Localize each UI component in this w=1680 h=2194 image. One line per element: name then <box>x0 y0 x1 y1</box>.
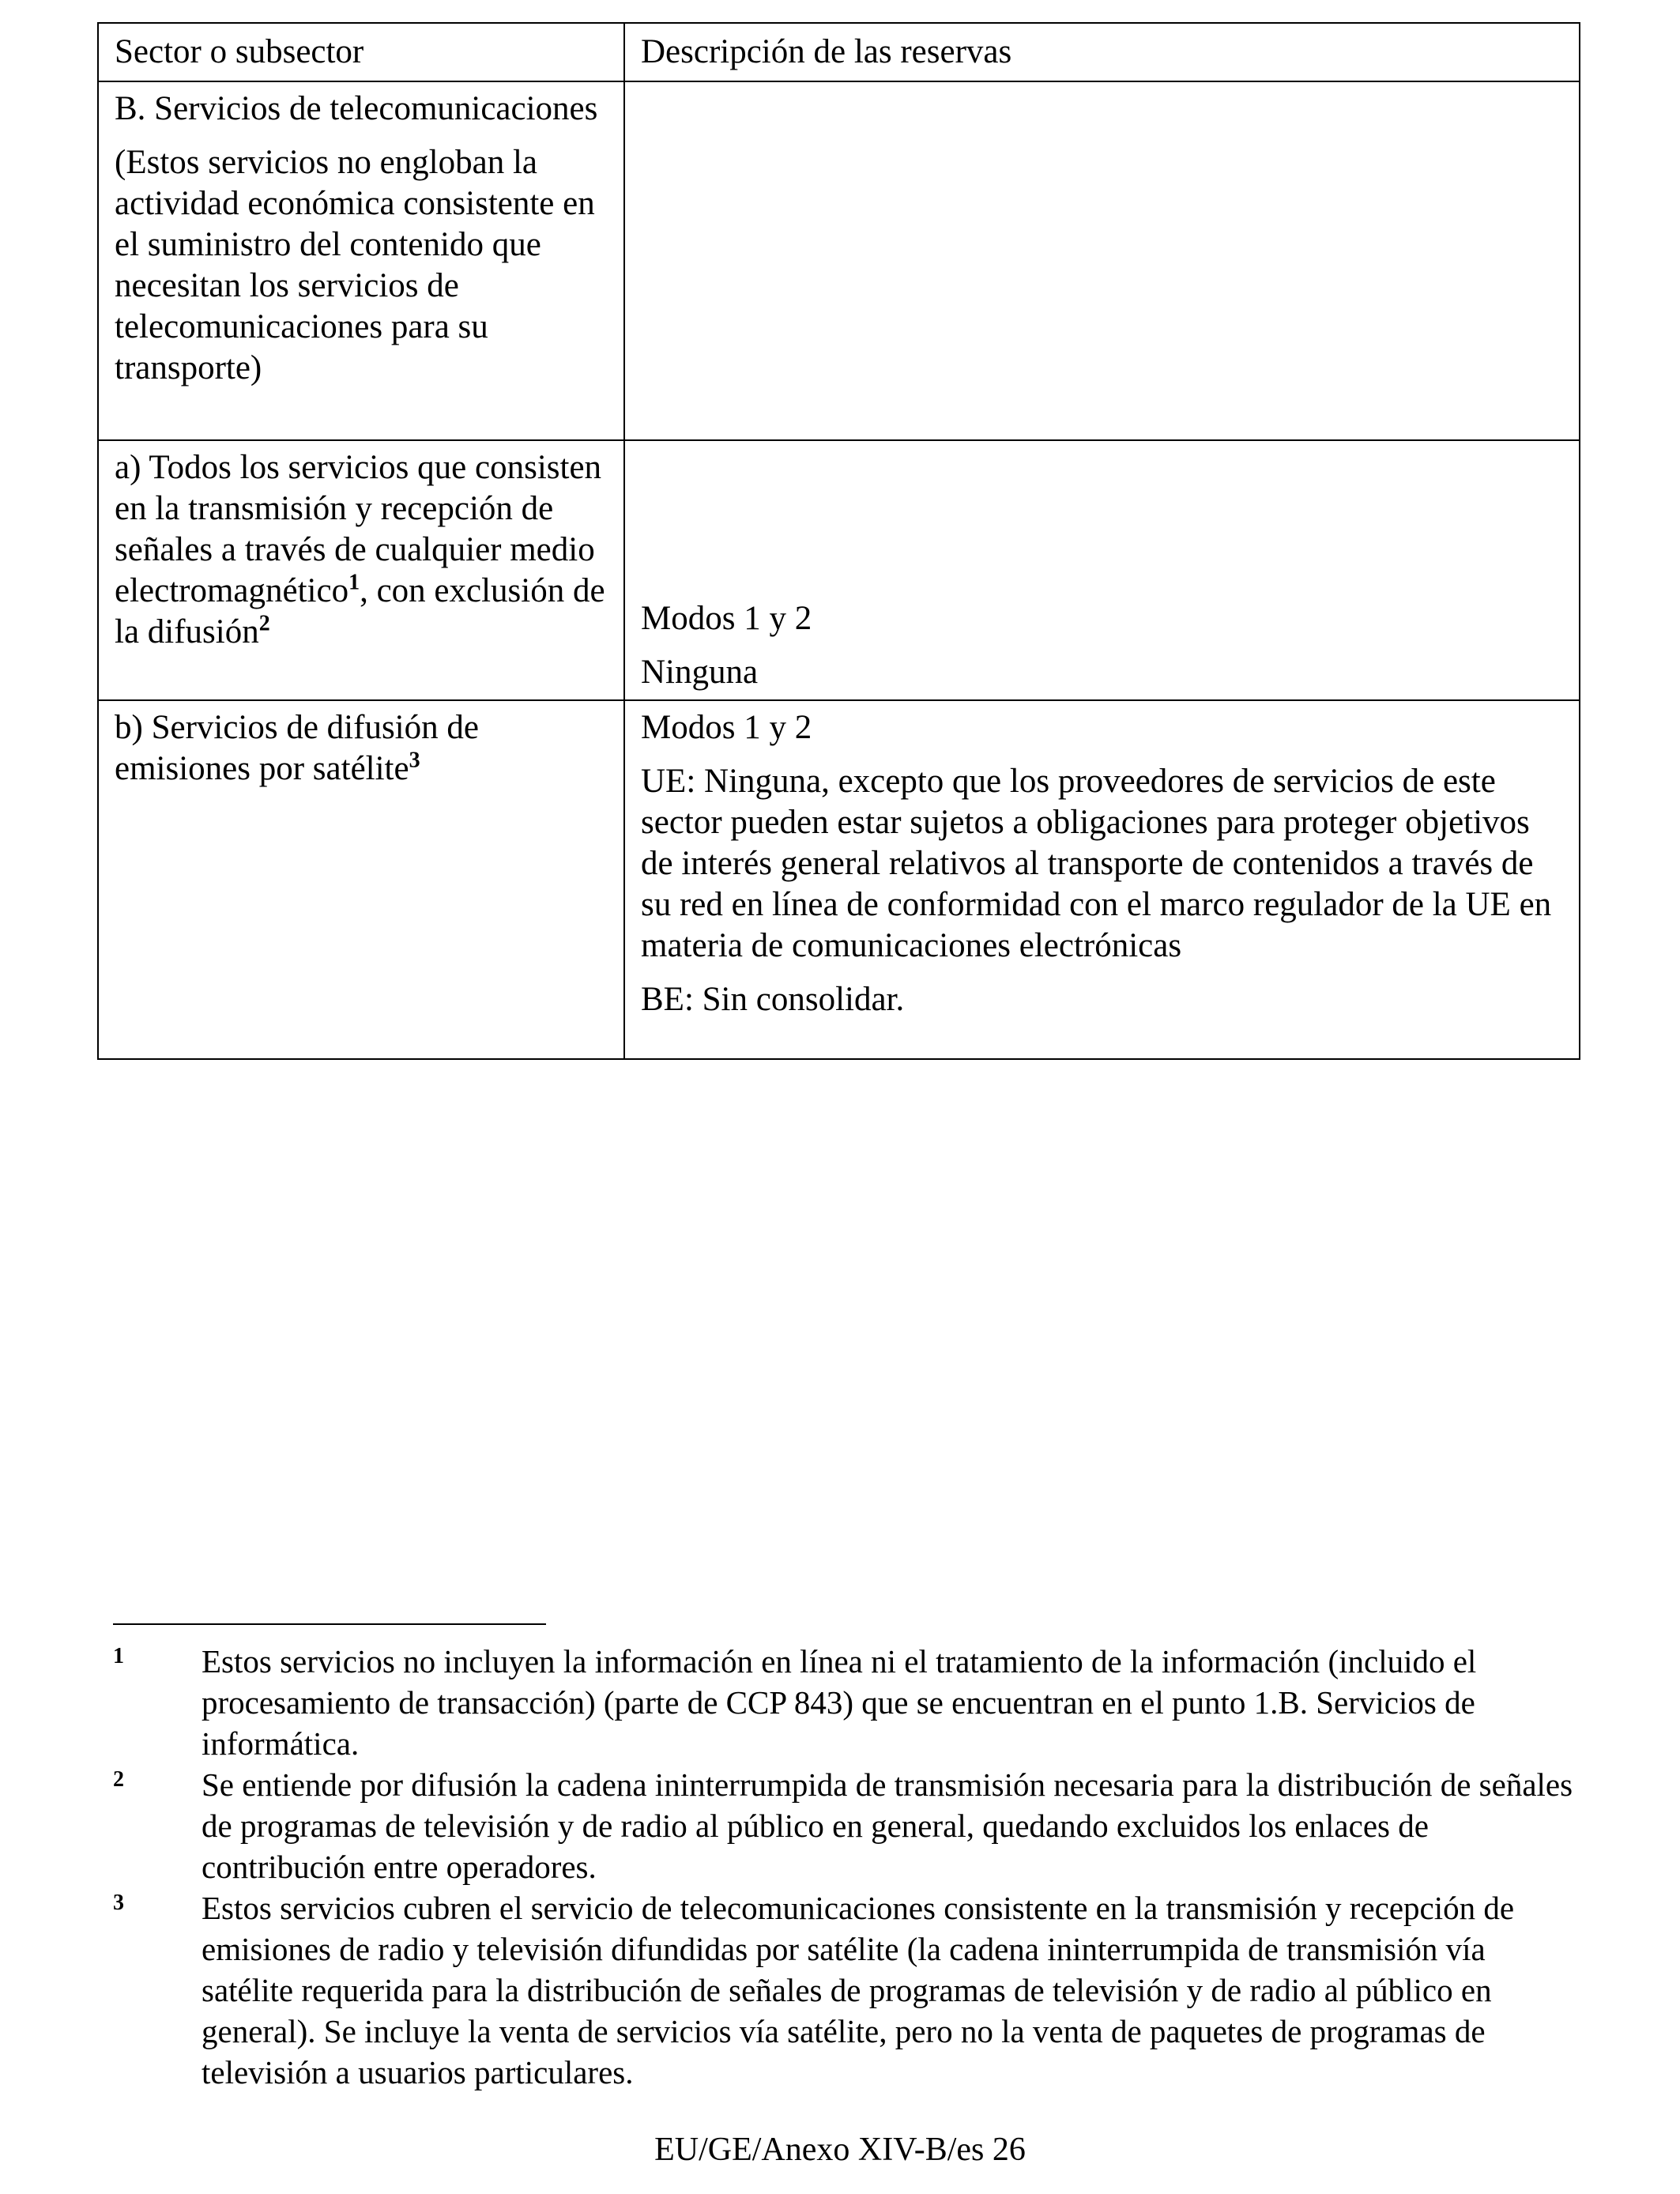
footnote-separator <box>113 1623 546 1625</box>
sector-cell-telecom <box>98 81 624 440</box>
footnote-ref-1[interactable]: 1 <box>348 570 360 595</box>
footnote-text: Estos servicios no incluyen la información en línea ni el tratamiento de la información (incluido el procesamiento de transacción) (parte de CCP 843) que se encuentran en el punto 1.B. Servicios de informática. <box>202 1643 1477 1762</box>
reservation-ue-text: UE: Ninguna, excepto que los proveedores de servicios de este sector pueden estar sujetos a obligaciones para proteger objetivos de interés general relativos al transporte de contenidos a través de su red en línea de conformidad con el marco regulador de la UE en materia de comunicaciones electrónicas <box>641 763 1552 964</box>
footnote-text: Se entiende por difusión la cadena ininterrumpida de transmisión necesaria para la distribución de señales de programas de televisión y de radio al público en general, quedando excluidos los enlaces de contribución entre operadores. <box>202 1766 1573 1885</box>
page-footer: EU/GE/Anexo XIV-B/es 26 <box>654 2132 1026 2168</box>
table-row <box>98 440 1580 700</box>
footnote-item <box>113 1887 1579 2093</box>
footnote-ref-3[interactable]: 3 <box>409 748 420 773</box>
footnote-ref-2[interactable]: 2 <box>258 611 270 636</box>
footnote-number: 3 <box>113 1891 124 1915</box>
description-cell-empty <box>624 81 1580 440</box>
header-description: Descripción de las reservas <box>624 23 1580 81</box>
table-row <box>98 700 1580 1059</box>
modes-label: Modos 1 y 2 <box>641 600 812 637</box>
sector-a-text <box>115 447 608 653</box>
reservations-table <box>97 22 1580 1060</box>
footnotes <box>113 1641 1579 2093</box>
footnote-text: Estos servicios cubren el servicio de telecomunicaciones consistente en la transmisión y recepción de emisiones de radio y televisión difundidas por satélite (la cadena ininterrumpida de transmisión vía satélite requerida para la distribución de señales de programas de televisión y de radio al público en general). Se incluye la venta de servicios vía satélite, pero no la venta de paquetes de programas de televisión a usuarios particulares. <box>202 1890 1515 2090</box>
table-header-row <box>98 23 1580 81</box>
sector-a-text-part1: a) Todos los servicios que consisten en la transmisión y recepción de señales a través de cualquier medio electromagnético <box>115 449 602 609</box>
sector-a-text-part2: , con exclusión de la difusión <box>115 572 605 650</box>
sector-b-text <box>115 707 608 790</box>
header-sector: Sector o subsector <box>98 23 624 81</box>
sector-cell-a <box>98 440 624 700</box>
sector-b-text-part1: b) Servicios de difusión de emisiones por satélite <box>115 709 479 787</box>
footnote-number: 2 <box>113 1767 124 1792</box>
table-row <box>98 81 1580 440</box>
footnote-item <box>113 1641 1579 1764</box>
reservation-be-text: BE: Sin consolidar. <box>641 981 905 1018</box>
sector-note: (Estos servicios no engloban la actividad económica consistente en el suministro del contenido que necesitan los servicios de telecomunicaciones para su transporte) <box>115 144 595 386</box>
footnote-number: 1 <box>113 1644 124 1668</box>
sector-cell-b <box>98 700 624 1059</box>
modes-label: Modos 1 y 2 <box>641 709 812 746</box>
reservation-text: Ninguna <box>641 654 759 691</box>
sector-title: B. Servicios de telecomunicaciones <box>115 90 598 127</box>
description-cell-a <box>624 440 1580 700</box>
description-cell-b <box>624 700 1580 1059</box>
footnote-item <box>113 1764 1579 1887</box>
